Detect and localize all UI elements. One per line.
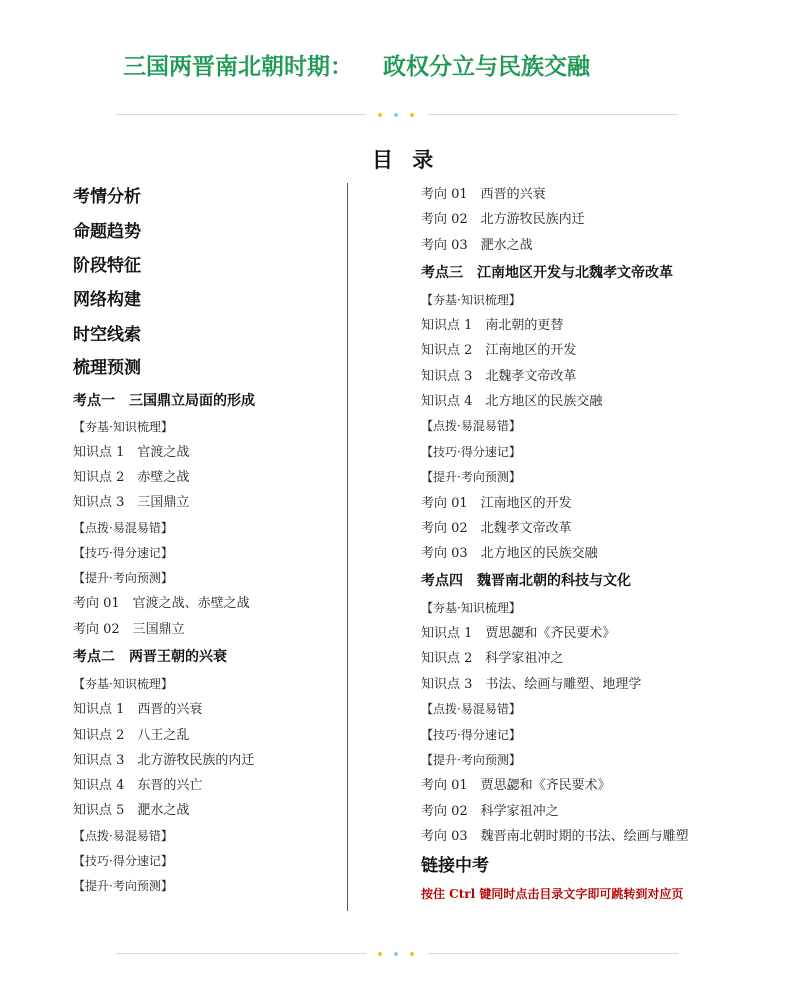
title-part-2: 政权分立与民族交融 [383, 54, 590, 80]
toc-item-link[interactable]: 考向 03 北方地区的民族交融 [421, 546, 598, 561]
toc-module-link[interactable]: 【点拨·易混易错】 [73, 521, 173, 535]
toc-topic-link[interactable]: 考点二 两晋王朝的兴衰 [73, 649, 227, 665]
toc-item-link[interactable]: 知识点 1 贾思勰和《齐民要术》 [421, 626, 616, 641]
toc-module-link[interactable]: 【点拨·易混易错】 [421, 419, 521, 433]
toc-topic-link[interactable]: 考点一 三国鼎立局面的形成 [73, 393, 255, 409]
toc-hint-note: 按住 Ctrl 键同时点击目录文字即可跳转到对应页 [421, 887, 684, 901]
toc-module-link[interactable]: 【技巧·得分速记】 [421, 728, 521, 742]
title-part-1: 三国两晋南北朝时期： [123, 54, 353, 80]
toc-item-link[interactable]: 考向 01 西晋的兴衰 [421, 187, 546, 202]
toc-item-link[interactable]: 考向 01 官渡之战、赤壁之战 [73, 596, 250, 611]
toc-item-link[interactable]: 知识点 3 三国鼎立 [73, 495, 190, 510]
divider-dot [394, 952, 398, 956]
toc-item-link[interactable]: 考向 03 淝水之战 [421, 238, 533, 253]
top-divider [116, 110, 678, 120]
document-title [0, 48, 794, 84]
toc-item-link[interactable]: 考向 01 贾思勰和《齐民要术》 [421, 778, 611, 793]
toc-item-link[interactable]: 考向 02 北方游牧民族内迁 [421, 212, 585, 227]
divider-dots [374, 111, 420, 119]
divider-dot [378, 113, 382, 117]
toc-item-link[interactable]: 考向 01 江南地区的开发 [421, 496, 572, 511]
toc-module-link[interactable]: 【点拨·易混易错】 [73, 829, 173, 843]
divider-dot [394, 113, 398, 117]
toc-item-link[interactable]: 知识点 1 西晋的兴衰 [73, 702, 203, 717]
toc-section-link[interactable]: 梳理预测 [73, 358, 141, 378]
toc-item-link[interactable]: 知识点 4 北方地区的民族交融 [421, 394, 603, 409]
toc-module-link[interactable]: 【夯基·知识梳理】 [421, 293, 521, 307]
toc-module-link[interactable]: 【点拨·易混易错】 [421, 702, 521, 716]
toc-item-link[interactable]: 知识点 2 江南地区的开发 [421, 343, 577, 358]
column-divider [347, 183, 348, 911]
toc-item-link[interactable]: 知识点 3 北方游牧民族的内迁 [73, 753, 255, 768]
toc-module-link[interactable]: 【提升·考向预测】 [73, 571, 173, 585]
toc-section-link[interactable]: 时空线索 [73, 325, 141, 345]
toc-item-link[interactable]: 考向 03 魏晋南北朝时期的书法、绘画与雕塑 [421, 829, 689, 844]
toc-item-link[interactable]: 知识点 4 东晋的兴亡 [73, 778, 203, 793]
toc-module-link[interactable]: 【夯基·知识梳理】 [73, 677, 173, 691]
toc-section-link[interactable]: 链接中考 [421, 856, 489, 876]
divider-dot [410, 952, 414, 956]
toc-topic-link[interactable]: 考点三 江南地区开发与北魏孝文帝改革 [421, 265, 673, 281]
toc-section-link[interactable]: 命题趋势 [73, 222, 141, 242]
toc-module-link[interactable]: 【提升·考向预测】 [421, 470, 521, 484]
toc-topic-link[interactable]: 考点四 魏晋南北朝的科技与文化 [421, 573, 631, 589]
toc-heading: 目 录 [372, 148, 440, 172]
toc-item-link[interactable]: 考向 02 三国鼎立 [73, 622, 185, 637]
toc-item-link[interactable]: 知识点 1 官渡之战 [73, 445, 190, 460]
toc-module-link[interactable]: 【技巧·得分速记】 [421, 445, 521, 459]
toc-item-link[interactable]: 知识点 3 北魏孝文帝改革 [421, 369, 577, 384]
toc-section-link[interactable]: 考情分析 [73, 187, 141, 207]
toc-section-link[interactable]: 网络构建 [73, 290, 141, 310]
toc-item-link[interactable]: 知识点 1 南北朝的更替 [421, 318, 564, 333]
toc-module-link[interactable]: 【技巧·得分速记】 [73, 546, 173, 560]
toc-item-link[interactable]: 知识点 2 赤壁之战 [73, 470, 190, 485]
toc-item-link[interactable]: 知识点 2 科学家祖冲之 [421, 651, 564, 666]
toc-item-link[interactable]: 考向 02 科学家祖冲之 [421, 804, 559, 819]
toc-item-link[interactable]: 知识点 2 八王之乱 [73, 728, 190, 743]
divider-dot [410, 113, 414, 117]
toc-module-link[interactable]: 【夯基·知识梳理】 [73, 420, 173, 434]
toc-module-link[interactable]: 【提升·考向预测】 [421, 753, 521, 767]
bottom-divider [116, 949, 678, 959]
toc-section-link[interactable]: 阶段特征 [73, 256, 141, 276]
toc-module-link[interactable]: 【夯基·知识梳理】 [421, 601, 521, 615]
toc-item-link[interactable]: 知识点 3 书法、绘画与雕塑、地理学 [421, 677, 642, 692]
toc-item-link[interactable]: 知识点 5 淝水之战 [73, 803, 190, 818]
toc-item-link[interactable]: 考向 02 北魏孝文帝改革 [421, 521, 572, 536]
divider-dots [374, 950, 420, 958]
toc-module-link[interactable]: 【提升·考向预测】 [73, 879, 173, 893]
toc-module-link[interactable]: 【技巧·得分速记】 [73, 854, 173, 868]
divider-dot [378, 952, 382, 956]
